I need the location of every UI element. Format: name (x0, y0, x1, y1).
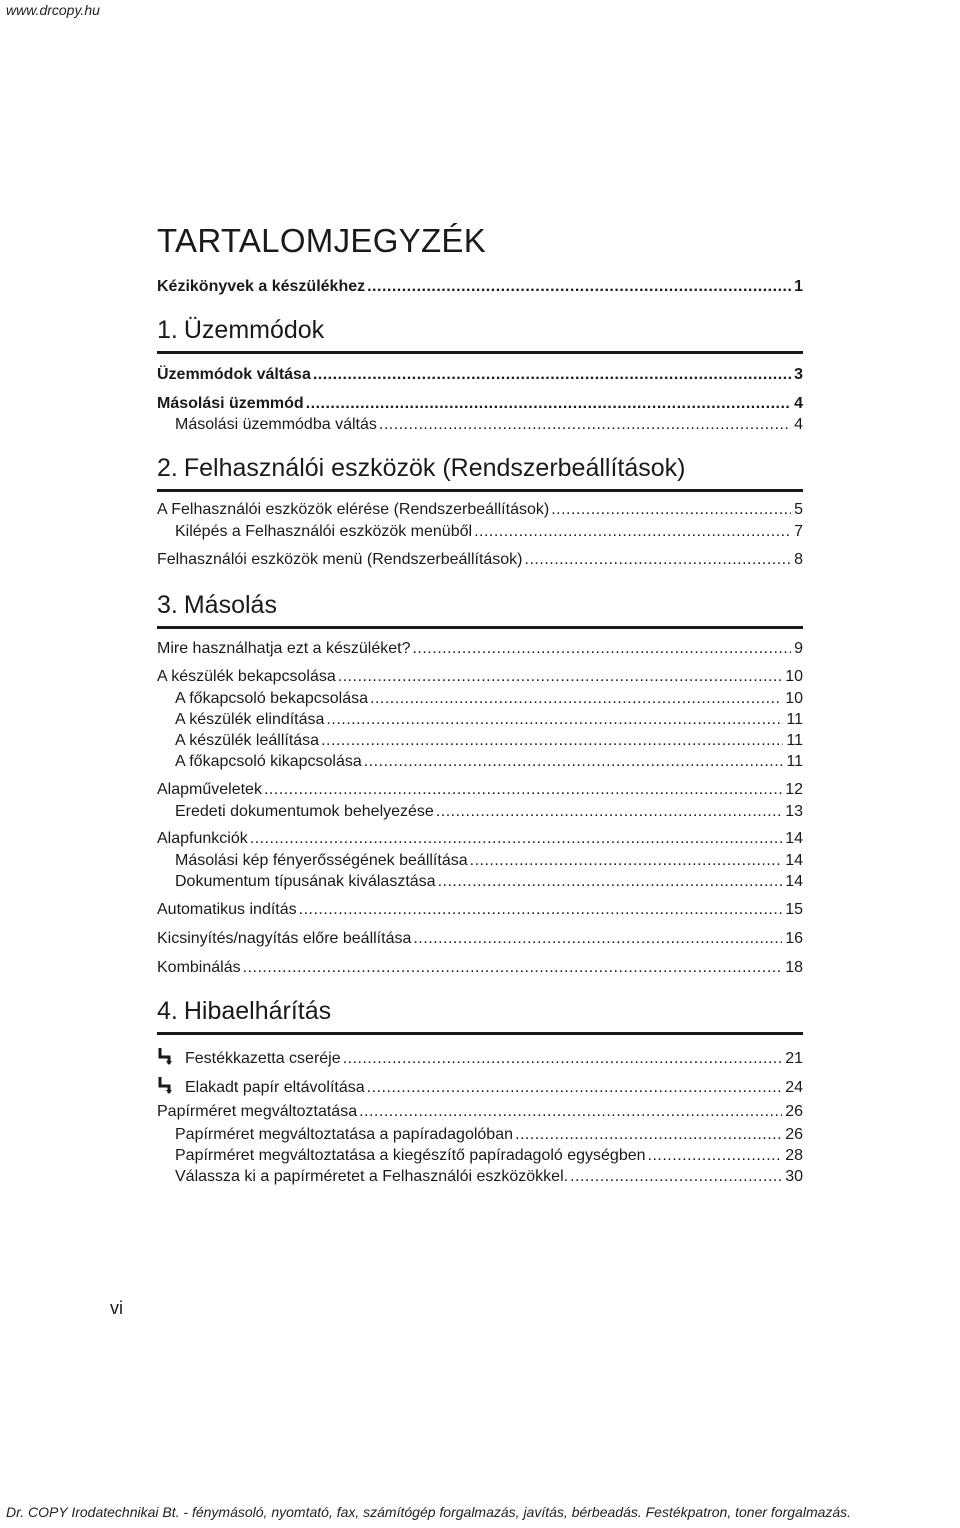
dot-leader (412, 638, 791, 660)
entry-title: A készülék bekapcsolása (157, 668, 336, 685)
replace-icon (157, 1046, 177, 1066)
dot-leader (438, 871, 783, 893)
dot-leader (367, 276, 791, 298)
entry-title: Üzemmódok váltása (157, 366, 311, 383)
entry-title: Papírméret megváltoztatása a papíradagolóban (175, 1126, 513, 1143)
dot-leader (370, 688, 782, 710)
entry-title: Válassza ki a papírméretet a Felhasználói eszközökkel. (175, 1168, 569, 1185)
entry-page-number: 15 (785, 901, 803, 918)
chapter-title: Másolás (183, 591, 277, 619)
entry-page-number: 16 (785, 930, 803, 947)
dot-leader (264, 779, 782, 801)
dot-leader (343, 1048, 783, 1070)
toc-entry[interactable] (157, 499, 803, 521)
toc-entry[interactable] (157, 1072, 803, 1094)
entry-title: Kilépés a Felhasználói eszközök menüből (175, 523, 473, 540)
entry-page-number: 4 (794, 416, 803, 433)
entry-page-number: 11 (786, 753, 803, 770)
entry-title: Másolási kép fényerősségének beállítása (175, 852, 468, 869)
toc-subentry[interactable] (175, 801, 803, 823)
chapter-heading-4 (157, 997, 803, 1035)
header-watermark: www.drcopy.hu (6, 2, 100, 18)
toc-entry[interactable] (157, 666, 803, 688)
entry-title: A készülék leállítása (175, 732, 320, 749)
dot-leader (551, 499, 791, 521)
chapter-title: Hibaelhárítás (183, 997, 332, 1025)
chapter-title: Üzemmódok (183, 316, 325, 344)
entry-title: Másolási üzemmódba váltás (175, 416, 377, 433)
entry-page-number: 18 (785, 959, 803, 976)
chapter-number: 1. (157, 316, 178, 344)
toc-subentry[interactable] (175, 871, 803, 893)
toc-subentry[interactable] (175, 414, 803, 436)
chapter-number: 3. (157, 591, 178, 619)
dot-leader (338, 666, 782, 688)
toc-entry[interactable] (157, 779, 803, 801)
toc-entry[interactable] (157, 957, 803, 979)
footer-text: Dr. COPY Irodatechnikai Bt. - fénymásoló, nyomtató, fax, számítógép forgalmazás, javítás, bérbeadás. Festékpatron, toner forgalmazás. (6, 1504, 852, 1520)
entry-page-number: 1 (794, 278, 803, 295)
entry-title: Automatikus indítás (157, 901, 297, 918)
entry-page-number: 3 (794, 366, 803, 383)
entry-title: Dokumentum típusának kiválasztása (175, 873, 436, 890)
entry-page-number: 24 (785, 1079, 803, 1096)
dot-leader (379, 414, 791, 436)
toc-subentry[interactable] (175, 751, 803, 773)
chapter-heading-1 (157, 316, 803, 354)
toc-entry[interactable] (157, 1101, 803, 1123)
dot-leader (570, 1166, 782, 1188)
dot-leader (326, 709, 783, 731)
toc-subentry[interactable] (175, 521, 803, 543)
entry-page-number: 12 (785, 781, 803, 798)
chapter-number: 4. (157, 997, 178, 1025)
entry-title: Kicsinyítés/nagyítás előre beállítása (157, 930, 412, 947)
entry-page-number: 28 (785, 1147, 803, 1164)
entry-title: A Felhasználói eszközök elérése (Rendszerbeállítások) (157, 501, 550, 518)
entry-title: A készülék elindítása (175, 711, 325, 728)
entry-page-number: 9 (794, 640, 803, 657)
dot-leader (470, 850, 783, 872)
dot-leader (525, 549, 792, 571)
dot-leader (359, 1101, 782, 1123)
toc-entry[interactable] (157, 549, 803, 571)
toc-entry[interactable] (157, 393, 803, 415)
dot-leader (299, 899, 783, 921)
toc-subentry[interactable] (175, 1124, 803, 1146)
entry-title: Kézikönyvek a készülékhez (157, 278, 366, 295)
toc-entry[interactable] (157, 899, 803, 921)
entry-page-number: 8 (794, 551, 803, 568)
dot-leader (364, 751, 784, 773)
entry-page-number: 5 (794, 501, 803, 518)
chapter-heading-3 (157, 591, 803, 629)
entry-title: Papírméret megváltoztatása (157, 1103, 358, 1120)
toc-entry[interactable] (157, 276, 803, 298)
entry-page-number: 13 (785, 803, 803, 820)
dot-leader (436, 801, 782, 823)
entry-page-number: 14 (785, 830, 803, 847)
dot-leader (313, 364, 791, 386)
entry-title: Elakadt papír eltávolítása (185, 1079, 365, 1096)
toc-subentry[interactable] (175, 709, 803, 731)
entry-title: Kombinálás (157, 959, 241, 976)
chapter-title: Felhasználói eszközök (Rendszerbeállítások) (183, 454, 686, 482)
toc-title: TARTALOMJEGYZÉK (157, 222, 487, 259)
chapter-number: 2. (157, 454, 178, 482)
entry-title: A főkapcsoló kikapcsolása (175, 753, 362, 770)
entry-title: Mire használhatja ezt a készüléket? (157, 640, 411, 657)
dot-leader (367, 1077, 783, 1099)
toc-entry[interactable] (157, 1043, 803, 1065)
toc-entry[interactable] (157, 828, 803, 850)
entry-page-number: 10 (785, 668, 803, 685)
replace-icon (157, 1075, 177, 1095)
entry-title: Papírméret megváltoztatása a kiegészítő papíradagoló egységben (175, 1147, 646, 1164)
entry-page-number: 7 (794, 523, 803, 540)
entry-title: Eredeti dokumentumok behelyezése (175, 803, 434, 820)
entry-page-number: 10 (785, 690, 803, 707)
entry-page-number: 30 (785, 1168, 803, 1185)
toc-entry[interactable] (157, 364, 803, 386)
entry-title: Festékkazetta cseréje (185, 1050, 341, 1067)
entry-title: Felhasználói eszközök menü (Rendszerbeállítások) (157, 551, 523, 568)
entry-page-number: 4 (794, 395, 803, 412)
dot-leader (515, 1124, 782, 1146)
toc-subentry[interactable] (175, 850, 803, 872)
entry-title: Alapműveletek (157, 781, 262, 798)
entry-page-number: 14 (785, 873, 803, 890)
dot-leader (413, 928, 782, 950)
dot-leader (474, 521, 791, 543)
toc-subentry[interactable] (175, 1166, 803, 1188)
entry-page-number: 21 (785, 1050, 803, 1067)
entry-title: A főkapcsoló bekapcsolása (175, 690, 369, 707)
toc-subentry[interactable] (175, 688, 803, 710)
chapter-heading-2 (157, 454, 803, 492)
entry-page-number: 26 (785, 1126, 803, 1143)
entry-page-number: 14 (785, 852, 803, 869)
dot-leader (321, 730, 783, 752)
dot-leader (250, 828, 782, 850)
page-number: vi (110, 1298, 123, 1318)
toc-entry[interactable] (157, 638, 803, 660)
dot-leader (306, 393, 791, 415)
entry-page-number: 11 (786, 732, 803, 749)
dot-leader (648, 1145, 783, 1167)
entry-title: Másolási üzemmód (157, 395, 304, 412)
entry-title: Alapfunkciók (157, 830, 248, 847)
entry-page-number: 11 (786, 711, 803, 728)
dot-leader (243, 957, 783, 979)
entry-page-number: 26 (785, 1103, 803, 1120)
toc-subentry[interactable] (175, 730, 803, 752)
toc-subentry[interactable] (175, 1145, 803, 1167)
toc-entry[interactable] (157, 928, 803, 950)
